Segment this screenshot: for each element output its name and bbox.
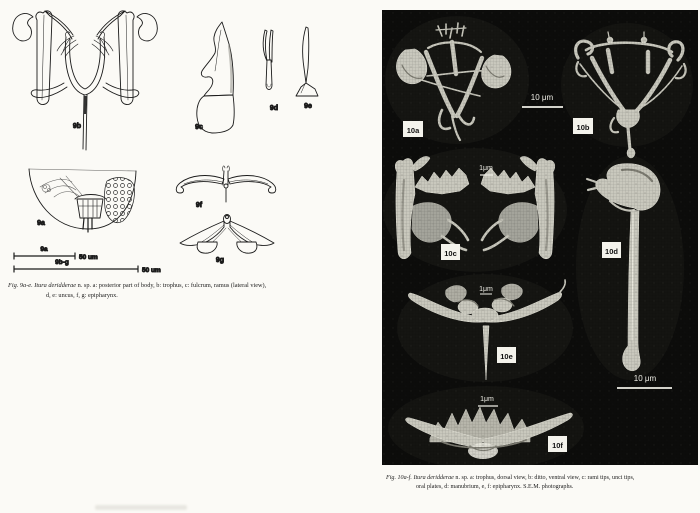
figure-9-caption-text: n. sp. a: posterior part of body, b: trophus, c: fulcrum, ramus (lateral view), [77,282,267,289]
stippled-organ [104,178,134,223]
svg-text:10b: 10b [576,123,590,132]
scale-bar-9a-label: 9a [40,246,48,253]
scale-bar-9b-g [14,259,161,274]
figure-9-caption-line1 [8,281,266,291]
internal-sketch-lines [40,176,82,197]
figure-10-caption-text: n. sp. a: trophus, dorsal view, b: ditto, ventral view, c: rami tips, unci tips, [455,475,635,481]
svg-text:10c: 10c [444,249,457,258]
epipharynx-drawing-9f [176,166,276,209]
panel-label-10b [573,118,593,134]
panel-label-10f [548,436,567,452]
panel-label-9d: 9d [269,105,279,112]
figure-10-sem-plate [382,10,698,465]
uncus-drawing-9e [296,27,318,110]
panel-label-10c [441,244,460,260]
scale-bar-10f-value: 1μm [480,396,494,403]
panel-label-9g: 9g [215,257,225,264]
figure-10-caption-species: Itura deridderae [413,475,454,481]
trophus-drawing-9b [13,11,158,150]
figure-10-caption-figlabel: Fig. 10a-f. [386,475,412,481]
panel-label-10a [403,121,423,137]
epipharynx-drawing-9g [180,215,274,265]
scale-bar-10c-value: 1μm [479,165,493,172]
svg-text:10a: 10a [406,126,420,135]
figure-10-caption-line2: oral plates, d: manubrium, e, f: epipharynx. S.E.M. photographs. [416,484,574,491]
panel-label-9c: 9c [195,124,203,131]
figure-10-caption [386,474,634,493]
scale-bar-9a-value: 50 um [79,254,98,261]
figure-9-caption-figlabel: Fig. 9a-e. [8,282,33,289]
svg-text:10f: 10f [552,441,563,450]
panel-label-10d [602,242,621,258]
scale-bar-9bg-label: 9b-g [55,259,69,266]
scale-bar-10e [479,286,493,294]
figure-9-caption [8,281,266,301]
scale-bar-10d-value: 10 μm [633,374,657,383]
panel-label-9a: 9a [37,220,45,227]
svg-text:10e: 10e [500,352,513,361]
svg-text:10d: 10d [605,247,618,256]
uncus-drawing-9d [263,30,278,112]
panel-label-10e [497,347,516,363]
panel-label-9e: 9e [304,103,312,110]
fulcrum-ramus-drawing-9c [195,22,234,133]
figure-9-caption-line2: d, e: uncus, f, g: epipharynx. [46,291,118,299]
halftone-grid-texture [382,10,698,465]
panel-label-9f: 9f [195,202,203,209]
scale-bar-10e-value: 1μm [479,286,493,293]
scale-bar-9bg-value: 50 um [142,267,161,274]
posterior-body-drawing-9a [29,169,136,232]
scan-artifact-smudge [95,505,187,510]
figure-10-caption-line1 [386,474,634,483]
figure-9-line-drawings [0,0,380,280]
scale-bar-10ab-value: 10 μm [530,93,554,102]
figure-9-caption-species: Itura deridderae [34,282,77,289]
panel-label-9b: 9b [72,123,82,130]
